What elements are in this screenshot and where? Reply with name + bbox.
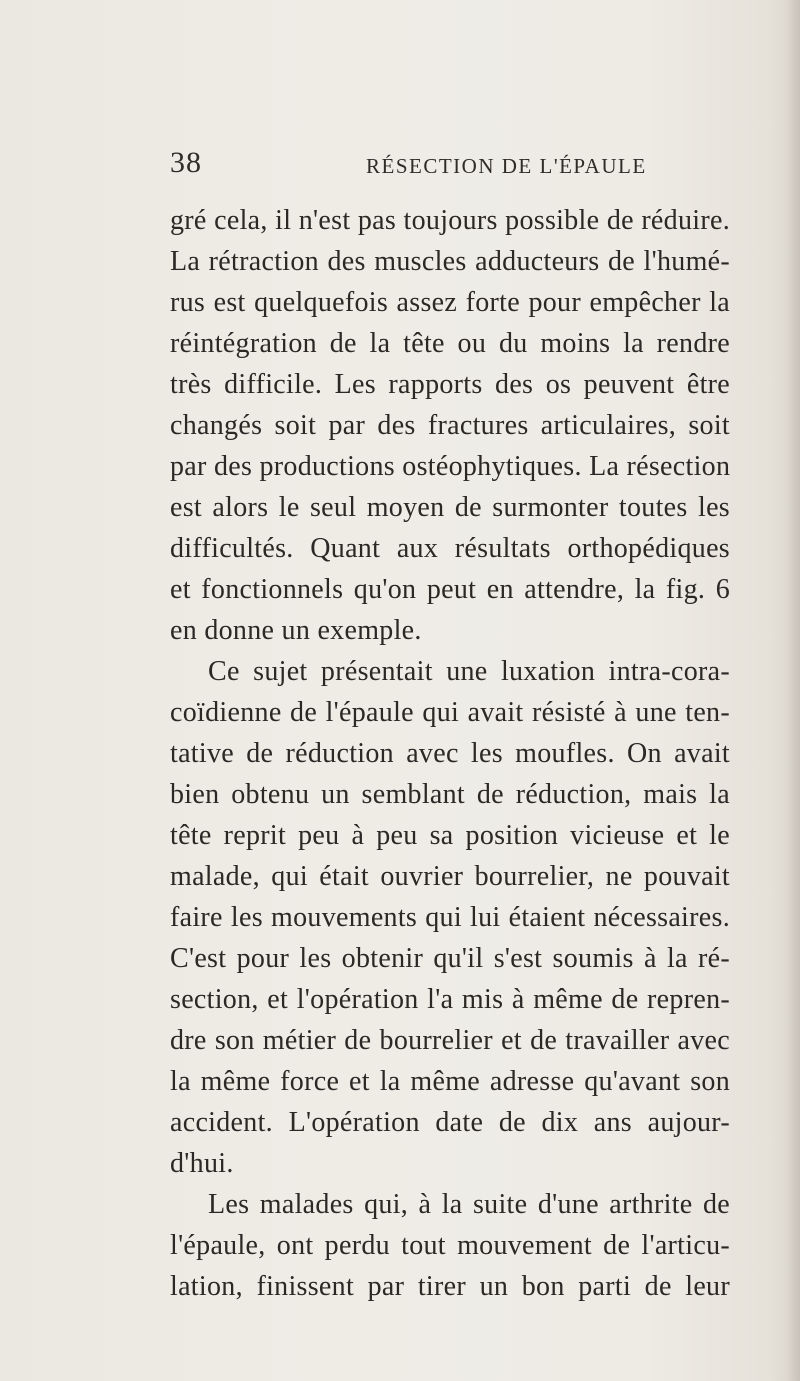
- text-line: coïdienne de l'épaule qui avait résisté à une ten-: [170, 697, 730, 728]
- text-line: Les malades qui, à la suite d'une arthrite de: [208, 1189, 730, 1220]
- page-number: 38: [170, 146, 202, 179]
- page-header: [170, 146, 730, 186]
- text-line: réintégration de la tête ou du moins la rendre: [170, 328, 730, 359]
- body-text: [170, 200, 730, 1307]
- text-line: bien obtenu un semblant de réduction, mais la: [170, 779, 730, 810]
- text-line: la même force et la même adresse qu'avant son: [170, 1066, 730, 1097]
- text-line: l'épaule, ont perdu tout mouvement de l'articu-: [170, 1230, 730, 1261]
- text-line: et fonctionnels qu'on peut en attendre, la fig. 6: [170, 574, 730, 605]
- text-line: gré cela, il n'est pas toujours possible de réduire.: [170, 205, 730, 236]
- text-line: accident. L'opération date de dix ans aujour-: [170, 1107, 730, 1138]
- text-line: malade, qui était ouvrier bourrelier, ne pouvait: [170, 861, 730, 892]
- text-line: dre son métier de bourrelier et de travailler avec: [170, 1025, 730, 1056]
- text-line: est alors le seul moyen de surmonter toutes les: [170, 492, 730, 523]
- text-line: faire les mouvements qui lui étaient nécessaires.: [170, 902, 730, 933]
- running-title: RÉSECTION DE L'ÉPAULE: [366, 154, 647, 178]
- text-line: C'est pour les obtenir qu'il s'est soumis à la ré-: [170, 943, 730, 974]
- text-line: La rétraction des muscles adducteurs de l'humé-: [170, 246, 730, 277]
- text-line: d'hui.: [170, 1148, 234, 1179]
- text-line: Ce sujet présentait une luxation intra-cora-: [208, 656, 730, 687]
- text-line: rus est quelquefois assez forte pour empêcher la: [170, 287, 730, 318]
- text-line: par des productions ostéophytiques. La résection: [170, 451, 731, 482]
- text-line: section, et l'opération l'a mis à même de repren-: [170, 984, 730, 1015]
- text-line: difficultés. Quant aux résultats orthopédiques: [170, 533, 730, 564]
- text-line: tête reprit peu à peu sa position vicieuse et le: [170, 820, 730, 851]
- text-line: tative de réduction avec les moufles. On avait: [170, 738, 730, 769]
- text-line: très difficile. Les rapports des os peuvent être: [170, 369, 730, 400]
- text-line: changés soit par des fractures articulaires, soit: [170, 410, 730, 441]
- text-line: lation, finissent par tirer un bon parti de leur: [170, 1271, 730, 1302]
- page-edge-shadow: [786, 0, 800, 1381]
- text-line: en donne un exemple.: [170, 615, 422, 646]
